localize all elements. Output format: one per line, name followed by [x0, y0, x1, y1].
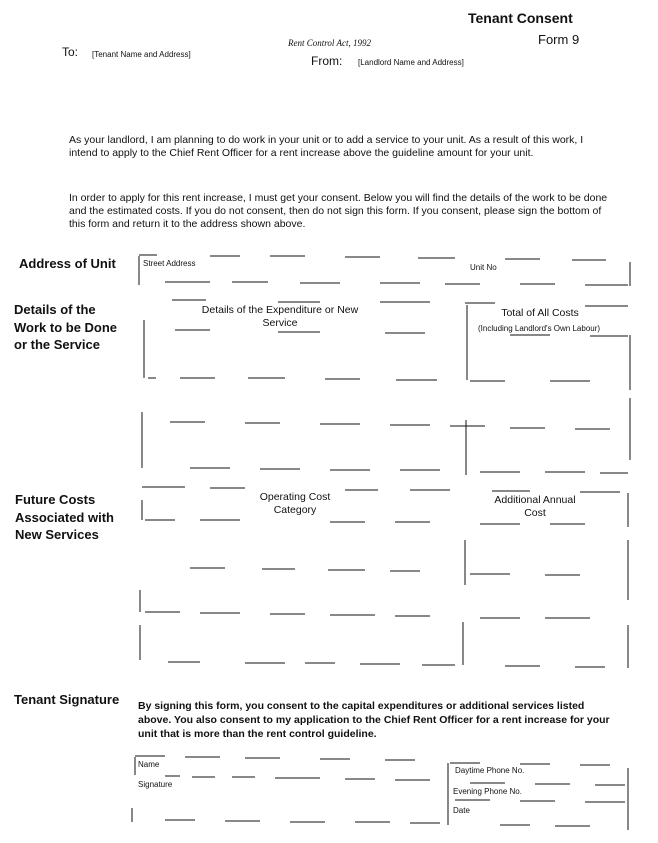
details-box-lines: [142, 300, 630, 475]
details-col-expenditure-header: Details of the Expenditure or New Service: [201, 304, 359, 329]
intro-paragraph-2: In order to apply for this rent increase, I must get your consent. Below you will find the details of the work to be done and the estimated costs. If you do not consent, then do not sign this form. If you consent, please sign the bottom of this form and return it to the address shown above.: [69, 192, 608, 230]
from-hint[interactable]: [Landlord Name and Address]: [358, 58, 464, 67]
consent-statement: By signing this form, you consent to the capital expenditures or additional services listed above. You also consent to my application to the Chief Rent Officer for a rent increase for your unit that is more than the rent control guideline.: [138, 700, 610, 740]
details-col-total-subheader: (Including Landlord's Own Labour): [478, 324, 601, 333]
tenant-signature-label: Tenant Signature: [14, 692, 120, 707]
details-of-work-label: Details of the Work to be Done or the Service: [14, 302, 118, 352]
act-reference: Rent Control Act, 1992: [288, 38, 371, 48]
evening-phone-field[interactable]: Evening Phone No.: [453, 787, 522, 796]
signature-box-lines: [132, 756, 628, 830]
to-hint[interactable]: [Tenant Name and Address]: [92, 50, 191, 59]
daytime-phone-field[interactable]: Daytime Phone No.: [455, 766, 525, 775]
details-col-total-header: Total of All Costs: [501, 307, 579, 319]
future-col-annual-cost-header: Additional Annual Cost: [494, 494, 576, 519]
to-label: To:: [62, 45, 79, 59]
from-label: From:: [311, 54, 343, 68]
future-box-lines: [140, 487, 628, 668]
form-title: Tenant Consent: [468, 10, 573, 26]
future-col-category-header: Operating Cost Category: [259, 491, 331, 516]
future-costs-label: Future Costs Associated with New Services: [15, 492, 114, 542]
date-field[interactable]: Date: [453, 806, 470, 815]
unit-number-field[interactable]: Unit No: [470, 263, 497, 272]
name-field[interactable]: Name: [138, 760, 160, 769]
form-number: Form 9: [538, 32, 580, 47]
signature-field[interactable]: Signature: [138, 780, 173, 789]
intro-paragraph-1: As your landlord, I am planning to do work in your unit or to add a service to your unit. As a result of this work, I intend to apply to the Chief Rent Officer for a rent increase above the guideline amount for your unit.: [69, 134, 584, 159]
address-box-lines: [139, 255, 630, 286]
address-of-unit-label: Address of Unit: [19, 256, 116, 271]
street-address-field[interactable]: Street Address: [143, 259, 196, 268]
